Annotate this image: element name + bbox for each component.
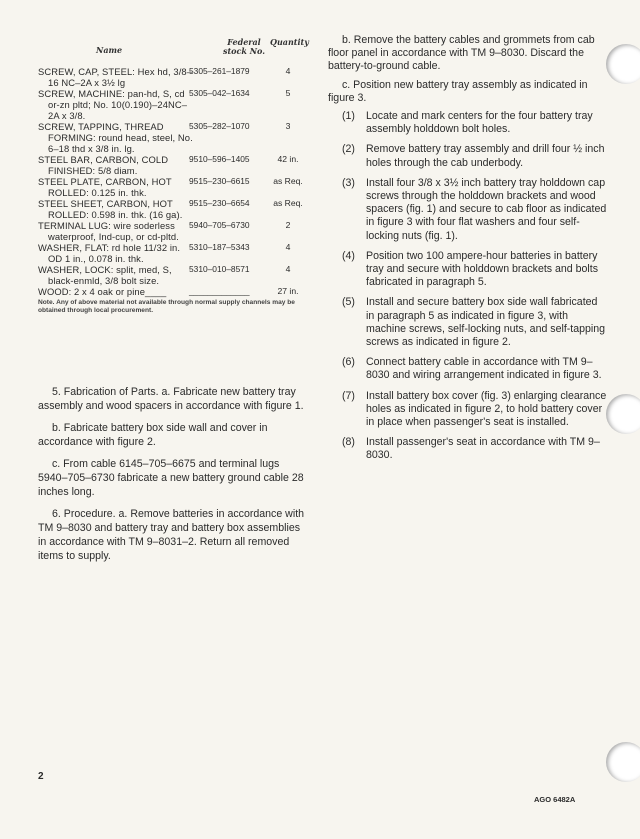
punch-hole-middle [606,394,640,434]
table-row [38,121,308,154]
right-column-text [328,34,608,470]
procedure-step [328,143,608,169]
part-name: WOOD: 2 x 4 oak or pine____ [38,286,167,297]
part-stock-number: 9515–230–6615 [189,176,250,186]
parts-table-header [38,38,308,66]
part-stock-number: 5310–010–8571 [189,264,250,274]
part-name: SCREW, MACHINE: pan-hd, S, cd or-zn pltd; No. 10(0.190)–24NC–2A x 3/8. [38,88,188,121]
step-text: Install four 3/8 x 3½ inch battery tray holddown cap screws through the holddown brackets and wood spacers (fig. 1) and secure to cab floor as indicated in figure 3 with four flat washers and four self-locking nuts (fig. 1). [366,176,607,242]
procedure-step [328,436,608,462]
paragraph: 6. Procedure. a. Remove batteries in accordance with TM 9–8030 and battery tray and battery box assemblies in accordance with TM 9–8031–2. Return all removed items to supply. [38,508,305,562]
document-code: AGO 6482A [534,795,576,804]
step-number: (3) [342,176,355,189]
table-row [38,66,308,88]
part-quantity: 5 [285,88,291,98]
step-number: (2) [342,143,355,156]
punch-hole-top [606,44,640,84]
paragraph: c. From cable 6145–705–6675 and terminal lugs 5940–705–6730 fabricate a new battery ground cable 28 inches long. [38,458,304,498]
parts-table [38,38,308,315]
part-quantity: 27 in. [277,286,299,296]
part-name: SCREW, CAP, STEEL: Hex hd, 3/8–16 NC–2A x 3½ lg [38,66,193,88]
paragraph: 5. Fabrication of Parts. a. Fabricate new battery tray assembly and wood spacers in accordance with figure 1. [38,386,304,412]
step-text: Install and secure battery box side wall fabricated in paragraph 5 as indicated in figure 3, with machine screws, self-locking nuts, and self-tapping screws as indicated in figure 2. [366,296,606,349]
part-quantity: as Req. [273,176,303,186]
step-number: (6) [342,356,355,369]
table-row [38,198,308,220]
part-name: STEEL PLATE, CARBON, HOT ROLLED: 0.125 in. thk. [38,176,172,198]
page-number: 2 [38,771,44,782]
part-name: TERMINAL LUG: wire soderless waterproof, Ind-cup, or cd-pltd. [38,220,179,242]
part-quantity: 4 [285,264,291,274]
table-row [38,286,308,297]
part-stock-number: 9515–230–6654 [189,198,250,208]
procedure-step [328,177,608,243]
part-name: STEEL SHEET, CARBON, HOT ROLLED: 0.598 in. thk. (16 ga). [38,198,183,220]
part-stock-number: 5305–261–1879 [189,66,250,76]
procedure-step [328,390,608,430]
step-text: Locate and mark centers for the four battery tray assembly holddown bolt holes. [366,110,593,136]
step-text: Connect battery cable in accordance with TM 9–8030 and wiring arrangement indicated in figure 3. [366,356,602,382]
left-column-text [38,385,308,571]
table-note: Note. Any of above material not available through normal supply channels may be obtained through local procurement. [38,299,295,314]
step-number: (5) [342,296,355,309]
table-row [38,242,308,264]
header-name: Name [96,45,123,55]
step-number: (1) [342,110,355,123]
table-row [38,176,308,198]
part-stock-number: 5305–042–1634 [189,88,250,98]
part-quantity: as Req. [273,198,303,208]
paragraph: b. Fabricate battery box side wall and cover in accordance with figure 2. [38,422,268,448]
procedure-step [328,356,608,382]
header-stock: Federal stock No. [222,37,266,56]
header-qty: Quantity [270,37,309,47]
part-quantity: 2 [285,220,291,230]
part-stock-number: 5305–282–1070 [189,121,250,131]
part-name: STEEL BAR, CARBON, COLD FINISHED: 5/8 diam. [38,154,169,176]
procedure-step [328,110,608,136]
part-stock-number: _____________ [189,286,250,296]
step-text: Position two 100 ampere-hour batteries in battery tray and secure with holddown brackets and bolts fabricated in paragraph 5. [366,249,599,289]
paragraph: c. Position new battery tray assembly as indicated in figure 3. [328,78,588,104]
step-number: (4) [342,249,355,262]
table-row [38,220,308,242]
part-quantity: 4 [285,242,291,252]
step-number: (8) [342,436,355,449]
table-row [38,264,308,286]
table-row [38,88,308,121]
part-name: WASHER, FLAT: rd hole 11/32 in. OD 1 in., 0.078 in. thk. [38,242,181,264]
part-stock-number: 9510–596–1405 [189,154,250,164]
part-quantity: 4 [285,66,291,76]
step-text: Install battery box cover (fig. 3) enlarging clearance holes as indicated in figure 2, to hold battery cover in place when passenger's seat is installed. [366,389,607,429]
step-text: Install passenger's seat in accordance with TM 9–8030. [366,436,600,462]
part-name: WASHER, LOCK: split, med, S, black-enmld, 3/8 bolt size. [38,264,172,286]
paragraph: b. Remove the battery cables and grommets from cab floor panel in accordance with TM 9–8030. Discard the battery-to-ground cable. [328,34,595,73]
step-text: Remove battery tray assembly and drill four ½ inch holes through the cab underbody. [366,143,605,169]
part-quantity: 42 in. [277,154,299,164]
part-quantity: 3 [285,121,291,131]
punch-hole-bottom [606,742,640,782]
part-name: SCREW, TAPPING, THREAD FORMING: round head, steel, No. 6–18 thd x 3/8 in. lg. [38,121,193,154]
table-row [38,154,308,176]
procedure-step [328,296,608,349]
part-stock-number: 5310–187–5343 [189,242,250,252]
part-stock-number: 5940–705–6730 [189,220,250,230]
procedure-step [328,250,608,290]
step-number: (7) [342,389,355,402]
